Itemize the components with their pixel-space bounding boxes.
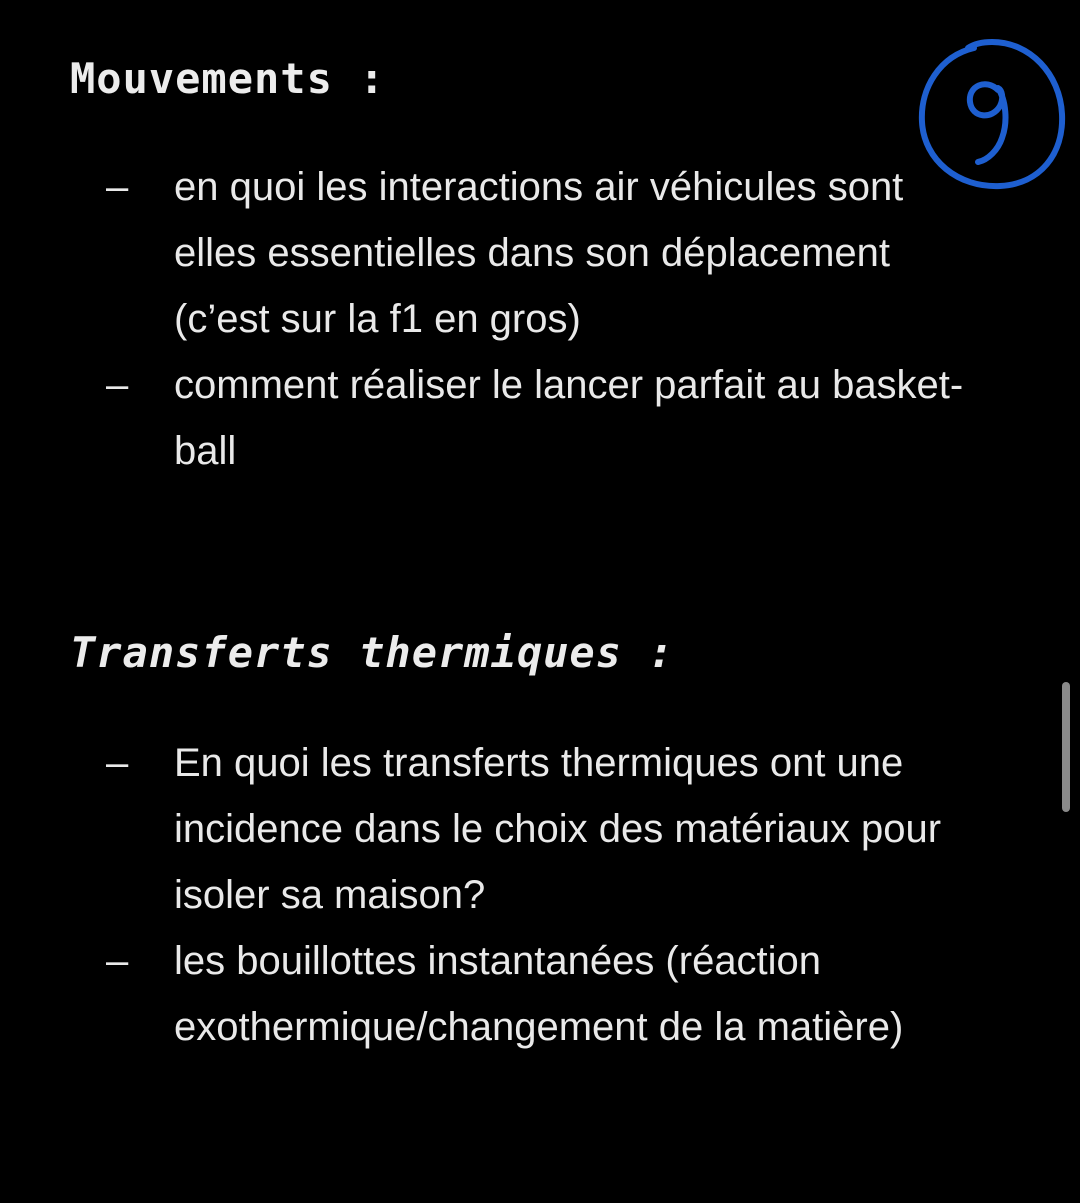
handwritten-page-number-mark (912, 30, 1072, 200)
list-item (100, 154, 980, 352)
bullet-dash: – (106, 939, 129, 983)
section-mouvements-heading: Mouvements : (70, 54, 386, 103)
section-mouvements-list (100, 154, 980, 484)
list-item (100, 352, 980, 484)
bullet-dash: – (106, 165, 129, 209)
vertical-scrollbar[interactable] (1062, 682, 1070, 812)
section-transferts-list (100, 730, 980, 1060)
digit-stroke (970, 84, 1006, 162)
list-item-text: les bouillottes instantanées (réaction exothermique/changement de la matière) (174, 939, 904, 1049)
list-item-text: En quoi les transferts thermiques ont une incidence dans le choix des matériaux pour isoler sa maison? (174, 741, 942, 917)
section-transferts-heading: Transferts thermiques : (70, 628, 675, 677)
bullet-dash: – (106, 741, 129, 785)
list-item (100, 730, 980, 928)
list-item-text: comment réaliser le lancer parfait au basket-ball (174, 363, 964, 473)
list-item (100, 928, 980, 1060)
list-item-text: en quoi les interactions air véhicules sont elles essentielles dans son déplacement (c’est sur la f1 en gros) (174, 165, 904, 341)
bullet-dash: – (106, 363, 129, 407)
